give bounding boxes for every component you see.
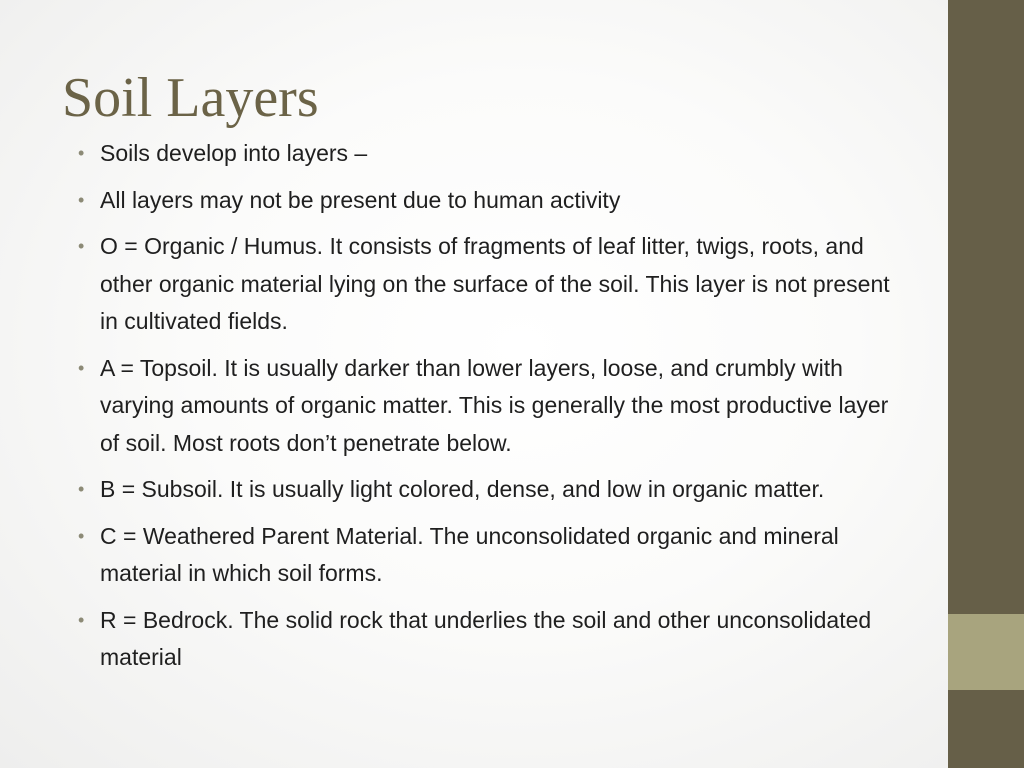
bullet-dot-icon: • (78, 189, 85, 210)
bullet-text: C = Weathered Parent Material. The unconsolidated organic and mineral material in which soil forms. (100, 522, 839, 586)
bullet-dot-icon: • (78, 479, 85, 499)
bullet-text: All layers may not be present due to human activity (100, 186, 621, 213)
bullet-dot-icon: • (78, 236, 85, 256)
bullet-dot-icon: • (78, 525, 85, 546)
bullet-item (78, 182, 898, 220)
bullet-text: B = Subsoil. It is usually light colored, dense, and low in organic matter. (100, 476, 825, 502)
bullet-item (78, 228, 898, 341)
bullet-dot-icon: • (78, 143, 85, 163)
bullet-dot-icon: • (78, 357, 85, 378)
bullet-list (78, 135, 898, 686)
bullet-item (78, 471, 898, 509)
bullet-text: R = Bedrock. The solid rock that underlies the soil and other unconsolidated material (100, 606, 872, 670)
slide-title: Soil Layers (62, 67, 319, 129)
bullet-item (78, 518, 898, 593)
bullet-text: A = Topsoil. It is usually darker than lower layers, loose, and crumbly with varying amounts of organic matter. This is generally the most productive layer of soil. Most roots don’t penetrate below. (100, 354, 889, 456)
bullet-item (78, 135, 898, 173)
bullet-text: Soils develop into layers – (100, 140, 368, 166)
bullet-item (78, 350, 898, 463)
bullet-text: O = Organic / Humus. It consists of fragments of leaf litter, twigs, roots, and other organic material lying on the surface of the soil. This layer is not present in cultivated fields. (100, 233, 890, 334)
decorative-side-accent (948, 614, 1024, 690)
bullet-item (78, 602, 898, 677)
bullet-dot-icon: • (78, 609, 85, 630)
